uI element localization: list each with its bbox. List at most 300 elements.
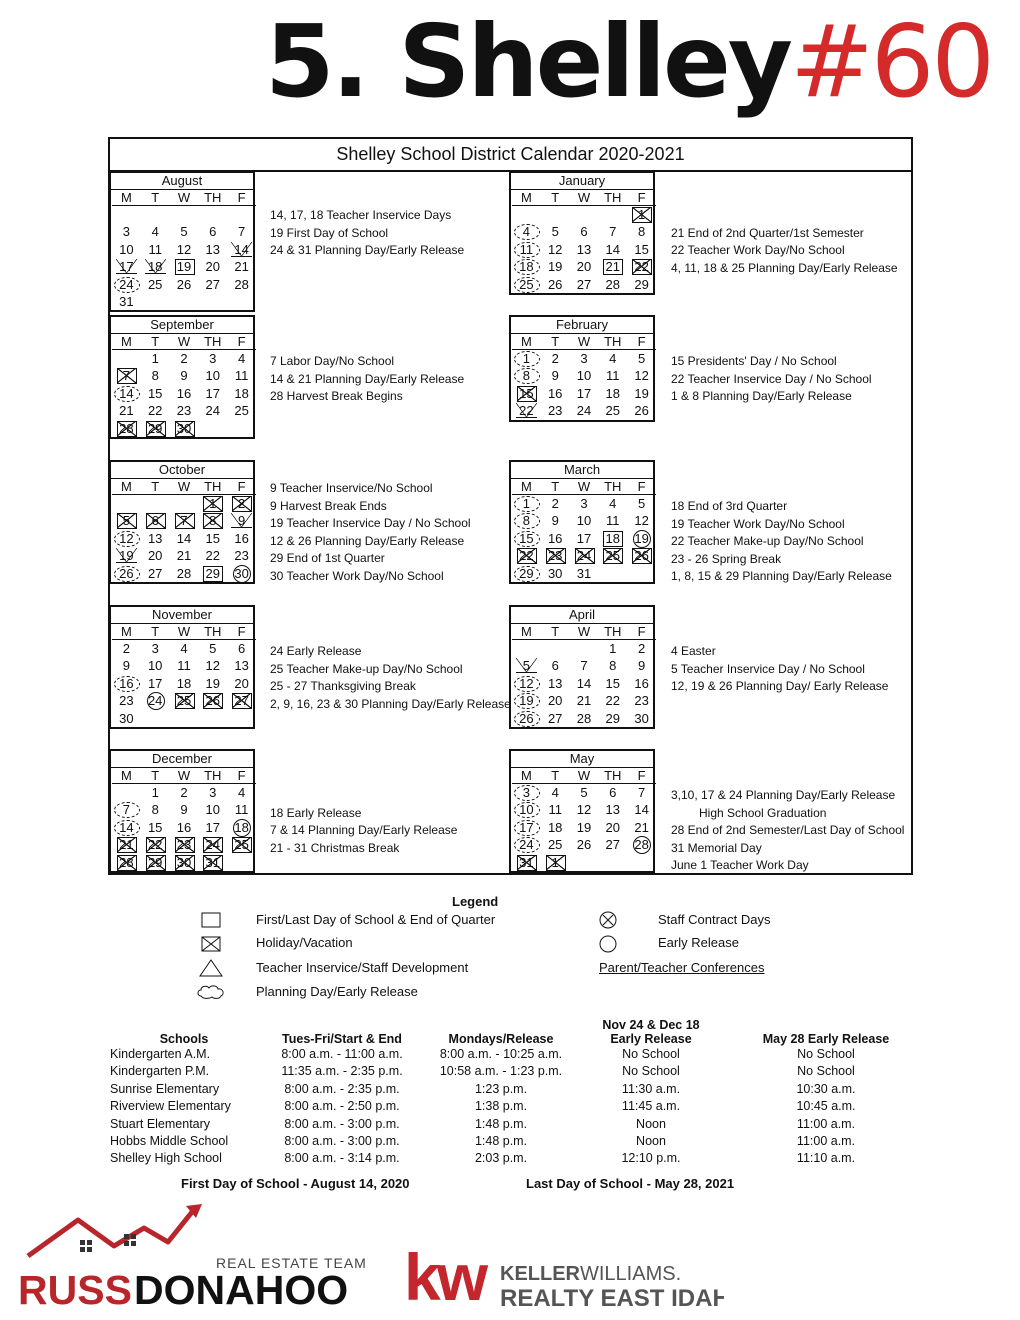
note-line: 21 End of 2nd Quarter/1st Semester	[671, 225, 864, 240]
day-cell: 25	[605, 403, 621, 419]
note-line: 7 & 14 Planning Day/Early Release	[270, 823, 458, 837]
day-cell: 10	[576, 368, 592, 384]
cloud-icon	[196, 984, 226, 1000]
day-cell: 15	[605, 675, 621, 691]
month-may	[509, 749, 655, 873]
day-cell: 11	[234, 368, 249, 384]
day-cell: 22	[147, 403, 163, 419]
legend-item-contract-days: Staff Contract Days	[658, 912, 771, 927]
day-cell: 2	[180, 351, 188, 366]
day-cell	[198, 420, 227, 437]
schedule-cell: 8:00 a.m. - 3:00 p.m.	[284, 1134, 400, 1149]
weekday-header: W	[170, 479, 199, 495]
day-cell	[141, 293, 170, 310]
note-line: 15 Presidents' Day / No School	[671, 354, 837, 368]
circled-x-icon	[597, 911, 619, 927]
note-line: 31 Memorial Day	[671, 840, 762, 855]
day-cell: 7	[580, 658, 588, 674]
day-cell: 19	[170, 258, 199, 275]
month-name: October	[111, 462, 253, 479]
circle-icon	[597, 935, 619, 951]
day-cell	[170, 206, 199, 223]
day-cell: 29	[198, 565, 227, 582]
day-cell: 17	[205, 819, 221, 835]
day-cell: 14	[112, 385, 141, 402]
boxed-x-icon	[200, 936, 222, 952]
day-cell	[227, 710, 256, 727]
schedule-cell: Kindergarten A.M.	[110, 1047, 211, 1061]
day-cell: 10	[119, 241, 134, 257]
day-cell: 25	[598, 547, 627, 564]
weekday-header: T	[541, 479, 570, 495]
day-cell: 23	[634, 693, 649, 709]
day-cell: 1	[151, 351, 159, 366]
day-cell: 20	[147, 548, 163, 564]
day-cell: 4	[609, 351, 617, 366]
day-cell: 22	[512, 547, 541, 564]
day-cell: 16	[176, 385, 192, 401]
day-cell: 8	[637, 224, 646, 240]
day-cell: 8	[198, 512, 227, 529]
weekday-header: TH	[198, 624, 227, 640]
weekday-header: F	[627, 479, 656, 495]
day-cell	[627, 854, 656, 871]
month-january	[509, 171, 655, 295]
note-line: 24 Early Release	[270, 644, 362, 658]
note-line: 28 Harvest Break Begins	[270, 389, 403, 403]
month-august	[109, 171, 255, 312]
note-line: 30 Teacher Work Day/No School	[270, 568, 444, 583]
weekday-header: W	[570, 479, 599, 495]
schedule-cell: Noon	[636, 1116, 666, 1131]
schedule-cell: No School	[622, 1064, 680, 1079]
day-cell: 3	[512, 784, 541, 801]
weekday-header: M	[512, 768, 541, 784]
day-cell: 7	[112, 367, 141, 384]
day-cell: 1	[198, 495, 227, 512]
day-cell: 6	[609, 785, 617, 800]
day-cell: 4	[609, 496, 617, 511]
schedule-row	[110, 1133, 926, 1150]
weekday-header: TH	[598, 190, 627, 206]
day-cell: 5	[180, 224, 188, 240]
note-line: 24 & 31 Planning Day/Early Release	[270, 243, 465, 257]
day-cell	[198, 710, 227, 727]
note-line: June 1 Teacher Work Day	[671, 858, 809, 872]
day-cell: 24	[198, 836, 227, 853]
weekday-header: F	[627, 624, 656, 640]
day-cell: 12	[576, 802, 592, 818]
day-cell	[227, 420, 256, 437]
day-cell	[198, 206, 227, 223]
note-line: 18 Early Release	[270, 805, 362, 820]
day-cell: 31	[512, 854, 541, 871]
day-cell: 8	[512, 512, 541, 529]
day-cell: 2	[122, 641, 131, 656]
weekday-header: TH	[598, 624, 627, 640]
day-cell: 26	[176, 276, 192, 292]
day-cell: 16	[634, 675, 649, 691]
day-cell: 5	[551, 224, 559, 240]
day-cell: 18	[141, 258, 170, 275]
weekday-header: M	[512, 479, 541, 495]
day-cell: 30	[227, 565, 256, 582]
weekday-header: T	[141, 624, 170, 640]
day-cell	[112, 784, 141, 801]
day-cell	[112, 350, 141, 367]
day-cell: 8	[151, 368, 159, 384]
day-cell: 10	[205, 368, 221, 384]
day-cell	[170, 710, 199, 727]
day-cell: 22	[141, 836, 170, 853]
day-cell: 29	[634, 276, 649, 292]
day-cell	[541, 206, 570, 223]
schedule-cell: 10:45 a.m.	[796, 1099, 856, 1114]
day-cell: 11	[148, 241, 162, 257]
day-cell	[598, 565, 627, 582]
day-cell	[570, 640, 599, 657]
schedule-cell: 1:23 p.m.	[474, 1081, 528, 1096]
schedule-row	[110, 1116, 926, 1133]
day-cell: 28	[627, 836, 656, 853]
schedule-cell: No School	[797, 1047, 855, 1061]
day-cell: 16	[547, 385, 563, 401]
day-cell	[570, 206, 599, 223]
weekday-header: F	[227, 624, 256, 640]
day-cell: 26	[547, 276, 563, 292]
day-cell: 30	[170, 420, 199, 437]
weekday-header: T	[141, 334, 170, 350]
note-line: 25 Teacher Make-up Day/No School	[270, 661, 463, 676]
day-cell: 1	[627, 206, 656, 223]
day-cell: 1	[151, 785, 159, 800]
day-cell: 5	[112, 512, 141, 529]
schedule-cell: 8:00 a.m. - 10:25 a.m.	[439, 1047, 563, 1061]
weekday-header: W	[570, 768, 599, 784]
note-line: 5 Teacher Inservice Day / No School	[671, 661, 865, 676]
note-line: 14, 17, 18 Teacher Inservice Days	[270, 208, 452, 222]
month-notes	[270, 207, 464, 260]
schedule-cell: 11:30 a.m.	[621, 1081, 681, 1096]
month-notes	[671, 207, 898, 277]
month-notes	[270, 353, 464, 406]
day-cell: 4	[151, 224, 159, 240]
day-cell: 11	[177, 658, 191, 674]
day-cell	[112, 495, 141, 512]
day-cell: 13	[205, 241, 221, 257]
day-cell: 2	[637, 641, 646, 656]
day-cell: 14	[576, 675, 592, 691]
month-november	[109, 605, 255, 729]
day-cell: 2	[551, 496, 559, 511]
note-line: 19 First Day of School	[270, 225, 389, 240]
note-line: 7 Labor Day/No School	[270, 354, 395, 368]
day-cell	[598, 206, 627, 223]
weekday-header: TH	[598, 479, 627, 495]
day-cell: 9	[637, 658, 646, 674]
day-cell	[227, 206, 256, 223]
day-cell: 11	[606, 368, 620, 384]
day-cell: 27	[547, 710, 563, 726]
day-cell: 29	[141, 854, 170, 871]
day-cell: 1	[512, 350, 541, 367]
month-name: January	[511, 173, 653, 190]
day-cell: 1	[512, 495, 541, 512]
day-cell: 14	[634, 802, 649, 818]
day-cell: 2	[227, 495, 256, 512]
day-cell: 24	[205, 403, 221, 419]
weekday-header: M	[112, 768, 141, 784]
russ-word: RUSS	[18, 1267, 132, 1313]
day-cell: 11	[606, 513, 620, 529]
day-cell	[598, 854, 627, 871]
day-cell: 21	[634, 819, 649, 835]
note-line: 4, 11, 18 & 25 Planning Day/Early Release	[671, 260, 898, 275]
day-cell: 11	[512, 241, 541, 258]
day-cell: 29	[512, 565, 541, 582]
schedule-cell: 10:58 a.m. - 1:23 p.m.	[439, 1064, 563, 1079]
day-cell: 7	[609, 224, 617, 240]
month-march	[509, 460, 655, 584]
month-september	[109, 315, 255, 439]
note-line: 25 - 27 Thanksgiving Break	[270, 679, 416, 693]
day-cell	[227, 293, 256, 310]
schedule-cell: 11:35 a.m. - 2:35 p.m.	[281, 1064, 403, 1079]
weekday-header: M	[512, 624, 541, 640]
month-notes	[671, 353, 872, 406]
day-cell: 21	[112, 836, 141, 853]
weekday-header: F	[227, 334, 256, 350]
day-cell: 7	[637, 785, 646, 800]
schedule-cell: No School	[797, 1064, 855, 1079]
day-cell: 16	[547, 530, 563, 546]
day-cell	[141, 710, 170, 727]
schedule-cell: Stuart Elementary	[110, 1116, 211, 1131]
day-cell: 24	[570, 547, 599, 564]
day-cell: 28	[576, 710, 592, 726]
schedule-cell: 11:10 a.m.	[796, 1151, 856, 1166]
weekday-header: W	[170, 334, 199, 350]
day-cell: 9	[227, 512, 256, 529]
day-cell: 23	[547, 403, 563, 419]
last-day-label: Last Day of School - May 28, 2021	[526, 1176, 735, 1191]
month-december	[109, 749, 255, 873]
weekday-header: M	[512, 334, 541, 350]
day-cell	[198, 293, 227, 310]
keller-williams-logo	[404, 1240, 724, 1310]
day-cell: 23	[176, 403, 192, 419]
day-cell: 18	[547, 819, 563, 835]
day-cell: 6	[141, 512, 170, 529]
schedule-header: Mondays/Release	[448, 1032, 554, 1046]
day-cell: 22	[627, 258, 656, 275]
schedule-row	[110, 1046, 926, 1063]
weekday-header: M	[112, 334, 141, 350]
day-cell: 6	[551, 658, 559, 674]
note-line: 9 Teacher Inservice/No School	[270, 481, 433, 495]
day-cell: 17	[112, 258, 141, 275]
day-cell: 21	[598, 258, 627, 275]
day-cell: 19	[627, 530, 656, 547]
day-cell: 21	[234, 259, 249, 275]
day-cell: 28	[112, 854, 141, 871]
note-line: 29 End of 1st Quarter	[270, 551, 385, 565]
day-cell: 19	[576, 819, 592, 835]
month-name: April	[511, 607, 653, 624]
day-cell	[570, 854, 599, 871]
day-cell: 3	[580, 351, 588, 366]
day-cell: 5	[580, 785, 588, 800]
schedule-cell: 11:00 a.m.	[796, 1134, 856, 1149]
day-cell: 4	[551, 785, 559, 800]
note-line: 12 & 26 Planning Day/Early Release	[270, 533, 465, 548]
schedule-row	[110, 1098, 926, 1115]
day-cell: 19	[634, 385, 649, 401]
day-cell: 29	[141, 420, 170, 437]
day-cell: 5	[512, 657, 541, 674]
day-cell: 20	[547, 693, 563, 709]
day-cell: 10	[205, 802, 221, 818]
month-february	[509, 315, 655, 422]
day-cell: 22	[605, 693, 621, 709]
note-line: 19 Teacher Inservice Day / No School	[270, 516, 471, 530]
day-cell: 3	[580, 496, 588, 511]
day-cell: 15	[147, 385, 163, 401]
schedule-cell: Sunrise Elementary	[110, 1081, 220, 1096]
day-cell: 24	[141, 692, 170, 709]
day-cell: 20	[205, 259, 221, 275]
day-cell: 26	[627, 547, 656, 564]
donahoo-word: DONAHOO	[134, 1267, 349, 1313]
month-name: December	[111, 751, 253, 768]
day-cell: 4	[237, 785, 246, 800]
day-cell: 15	[147, 819, 163, 835]
month-notes	[671, 498, 892, 586]
day-cell: 18	[598, 530, 627, 547]
day-cell: 6	[209, 224, 217, 240]
day-cell: 2	[551, 351, 559, 366]
day-cell: 6	[580, 224, 588, 240]
day-cell: 26	[198, 692, 227, 709]
day-cell: 13	[234, 658, 249, 674]
weekday-header: T	[541, 768, 570, 784]
day-cell: 30	[119, 710, 134, 726]
day-cell: 5	[637, 351, 646, 366]
weekday-header: W	[570, 334, 599, 350]
day-cell: 12	[176, 241, 192, 257]
day-cell: 12	[634, 368, 649, 384]
day-cell: 14	[227, 241, 256, 258]
day-cell: 26	[576, 837, 592, 853]
day-cell: 16	[176, 819, 192, 835]
day-cell: 23	[541, 547, 570, 564]
day-cell: 29	[605, 710, 621, 726]
month-name: November	[111, 607, 253, 624]
day-cell: 26	[634, 403, 649, 419]
day-cell: 11	[234, 802, 249, 818]
day-cell: 27	[205, 276, 221, 292]
schedule-table	[110, 1018, 926, 1168]
day-cell: 18	[227, 819, 256, 836]
day-cell: 4	[237, 351, 246, 366]
schedule-cell: 8:00 a.m. - 2:50 p.m.	[284, 1099, 400, 1114]
weekday-header: W	[170, 768, 199, 784]
day-cell: 15	[512, 530, 541, 547]
team-caption: REAL ESTATE TEAM	[216, 1255, 367, 1271]
legend-item-inservice: Teacher Inservice/Staff Development	[256, 960, 469, 975]
note-line: 14 & 21 Planning Day/Early Release	[270, 371, 465, 386]
schedule-cell: Shelley High School	[110, 1151, 222, 1166]
day-cell: 4	[512, 223, 541, 240]
day-cell: 3	[151, 641, 159, 656]
day-cell: 9	[551, 368, 559, 384]
day-cell: 3	[122, 224, 131, 240]
kw-line2: REALTY EAST IDAHO	[500, 1285, 724, 1310]
day-cell: 31	[576, 565, 592, 581]
day-cell: 18	[234, 385, 249, 401]
day-cell: 23	[234, 548, 249, 564]
month-notes	[270, 787, 457, 857]
day-cell: 8	[512, 367, 541, 384]
day-cell: 8	[609, 658, 617, 674]
day-cell: 28	[176, 565, 192, 581]
note-line: 22 Teacher Make-up Day/No School	[671, 534, 864, 548]
day-cell: 25	[170, 692, 199, 709]
day-cell: 15	[205, 530, 221, 546]
day-cell: 1	[609, 641, 617, 656]
note-line: 22 Teacher Inservice Day / No School	[671, 371, 872, 386]
day-cell: 14	[605, 241, 621, 257]
day-cell: 16	[234, 530, 249, 546]
day-cell: 20	[576, 259, 592, 275]
weekday-header: T	[541, 624, 570, 640]
day-cell: 25	[547, 837, 563, 853]
day-cell: 17	[147, 675, 163, 691]
day-cell: 15	[512, 385, 541, 402]
day-cell	[512, 640, 541, 657]
weekday-header: TH	[198, 190, 227, 206]
note-line	[270, 787, 457, 805]
schedule-cell: 8:00 a.m. - 11:00 a.m.	[281, 1047, 403, 1061]
weekday-header: F	[227, 190, 256, 206]
day-cell: 24	[112, 276, 141, 293]
note-line: 12, 19 & 26 Planning Day/ Early Release	[671, 679, 889, 693]
schedule-header: Tues-Fri/Start & End	[282, 1032, 402, 1046]
day-cell: 17	[512, 819, 541, 836]
day-cell: 2	[180, 785, 188, 800]
schedule-row	[110, 1063, 926, 1080]
day-cell: 5	[637, 496, 646, 511]
month-notes	[270, 643, 511, 713]
day-cell: 12	[112, 530, 141, 547]
schedule-cell: 1:38 p.m.	[474, 1099, 528, 1114]
day-cell: 22	[205, 548, 221, 564]
note-line	[671, 207, 898, 225]
triangle-icon	[199, 959, 221, 977]
day-cell: 19	[512, 692, 541, 709]
weekday-header: TH	[598, 768, 627, 784]
schedule-header: Schools	[159, 1032, 209, 1046]
weekday-header: T	[541, 190, 570, 206]
note-line: 4 Easter	[671, 644, 716, 658]
day-cell	[227, 854, 256, 871]
day-cell: 30	[170, 854, 199, 871]
weekday-header: T	[141, 768, 170, 784]
day-cell: 12	[205, 658, 221, 674]
day-cell: 20	[605, 819, 621, 835]
day-cell: 27	[227, 692, 256, 709]
day-cell: 13	[547, 675, 563, 691]
